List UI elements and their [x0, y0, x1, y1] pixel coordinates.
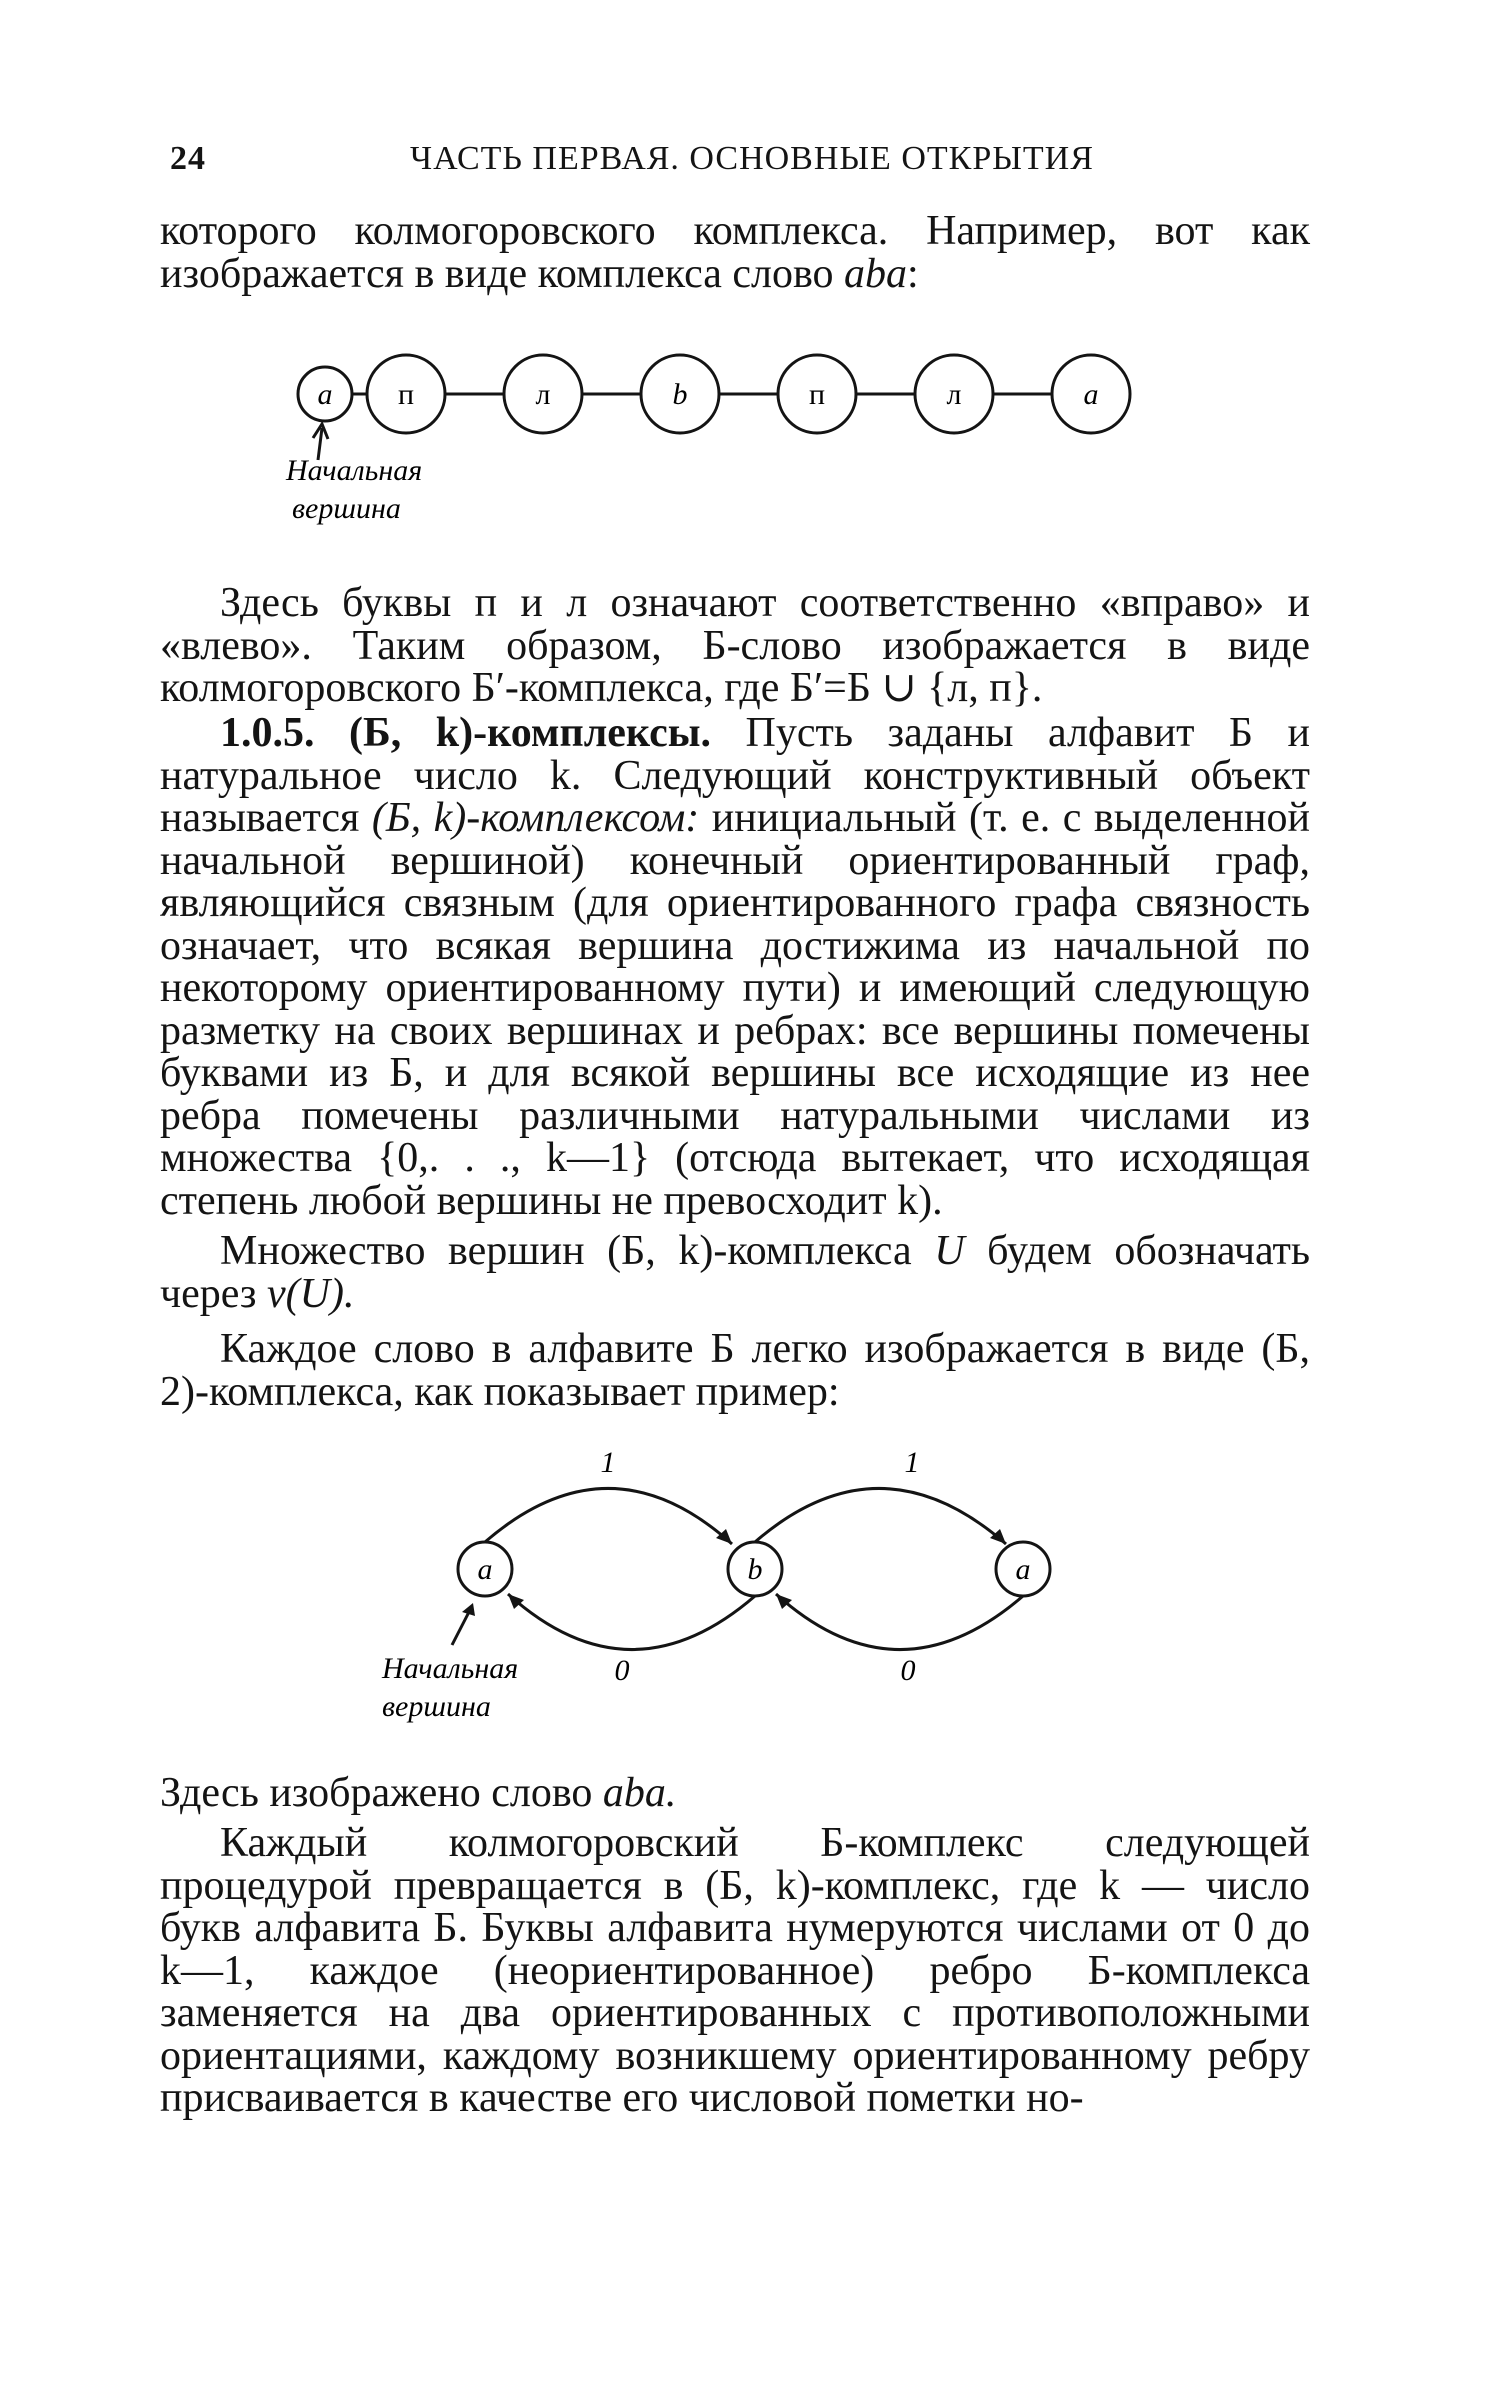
chain-node-label: л — [946, 378, 962, 411]
chain-node-label: a — [317, 378, 333, 411]
section-number: 1.0.5. — [220, 710, 315, 756]
figure-b2-komplex — [360, 1440, 1120, 1740]
chain-node-label: a — [1083, 378, 1099, 411]
graph-node-label: b — [747, 1553, 763, 1586]
chain-node-label: п — [397, 378, 415, 411]
edge-b-a-label-0 — [508, 1594, 755, 1650]
intro-paragraph: которого колмогоровского комплекса. Например, вот как изображается в виде комплекса слово aba: — [160, 208, 1310, 297]
paragraph-procedure: Каждый колмогоровский Б-комплекс следующей процедурой превращается в (Б, k)-комплекс, где k — число букв алфавита Б. Буквы алфавита нумеруются числами от 0 до k—1, каждое (неориентированное) ребро Б-комплекса заменяется на два ориентированных с противоположными ориентациями, каждому возникшему ориентированному ребру присваивается в качестве его числовой пометки но- — [160, 1820, 1310, 2121]
word-aba: aba — [844, 250, 908, 297]
figure1-caption-line2: вершина — [292, 492, 401, 525]
graph-node-label: a — [477, 1553, 493, 1586]
section-heading: (Б, k)-комплексы. — [349, 710, 712, 756]
edge-a-b-label-1 — [485, 1488, 732, 1544]
page-number: 24 — [170, 140, 206, 177]
paragraph-example-intro: Каждое слово в алфавите Б легко изображается в виде (Б, 2)-комплекса, как показывает пример: — [160, 1326, 1310, 1415]
graph-node-label: a — [1015, 1553, 1031, 1586]
figure1-caption-line1: Начальная — [286, 454, 423, 487]
paragraph-letters: Здесь буквы п и л означают соответственно «вправо» и «влево». Таким образом, Б-слово изображается в виде колмогоровского Б′-комплекса, где Б′=Б ∪ {л, п}. — [160, 580, 1310, 711]
edge-label: 1 — [904, 1446, 920, 1479]
edge-label: 0 — [900, 1654, 916, 1687]
paragraph-word-shown: Здесь изображено слово aba. — [160, 1770, 677, 1816]
figure-komplex-chain — [270, 340, 1230, 540]
edge-b-a-label-1 — [755, 1488, 1006, 1544]
figure2-caption-line1: Начальная — [382, 1652, 519, 1685]
edge-label: 0 — [614, 1654, 630, 1687]
edge-label: 1 — [600, 1446, 616, 1479]
running-title: ЧАСТЬ ПЕРВАЯ. ОСНОВНЫЕ ОТКРЫТИЯ — [410, 140, 1094, 177]
paragraph-vertex-set: Множество вершин (Б, k)-комплекса U будем обозначать через v(U). — [160, 1228, 1311, 1317]
paragraph-section-1-0-5: 1.0.5. (Б, k)-комплексы. Пусть заданы алфавит Б и натуральное число k. Следующий конструктивный объект называется (Б, k)-комплексом: инициальный (т. е. с выделенной начальной вершиной) конечный ориентированный граф, являющийся связным (для ориентированного графа связность означает, что всякая вершина достижима из начальной по некоторому ориентированному пути) и имеющий следующую разметку на своих вершинах и ребрах: все вершины помечены буквами из Б, и для всякой вершины все исходящие из нее ребра помечены различными натуральными числами из множества {0,. . ., k—1} (отсюда вытекает, что исходящая степень любой вершины не превосходит k). — [160, 710, 1311, 1224]
figure2-caption-line2: вершина — [382, 1690, 491, 1723]
chain-node-label: л — [535, 378, 551, 411]
edge-a-b-label-0 — [776, 1594, 1023, 1650]
chain-node-label: п — [808, 378, 826, 411]
chain-node-label: b — [672, 378, 688, 411]
defined-term: (Б, k)-комплексом: — [371, 795, 700, 841]
start-arrow — [452, 1610, 470, 1645]
